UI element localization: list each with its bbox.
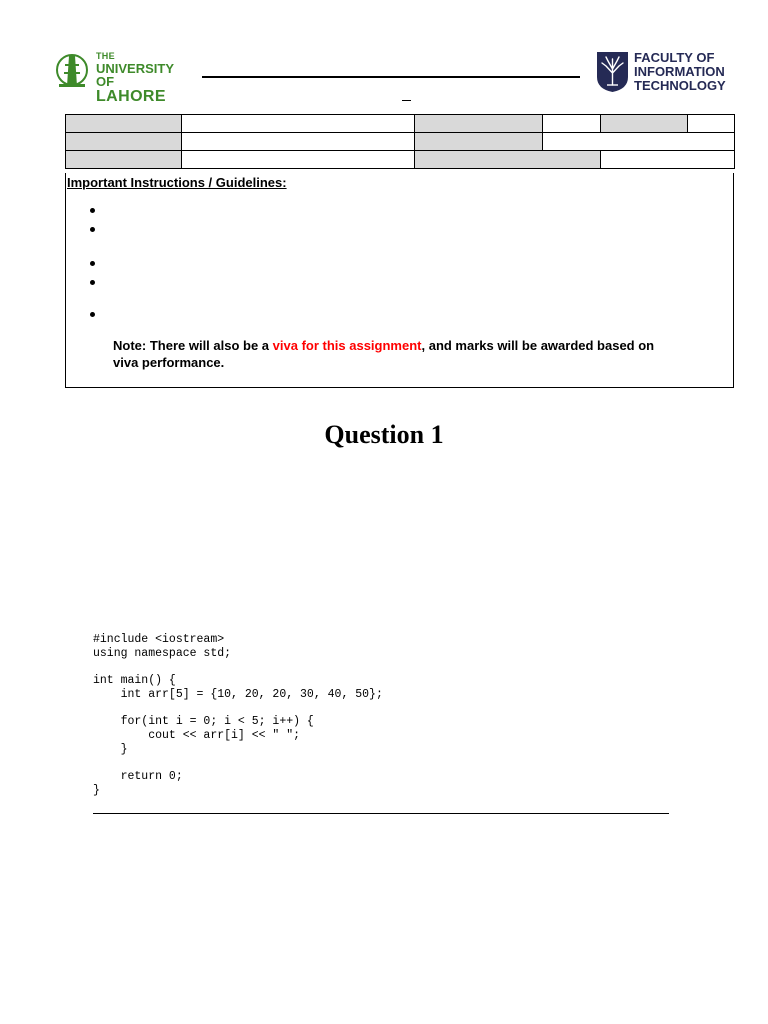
value-cell[interactable]	[543, 133, 735, 151]
code-line: using namespace std;	[93, 646, 232, 660]
label-cell	[66, 115, 182, 133]
logo-text-the: THE	[96, 51, 115, 61]
instructions-title: Important Instructions / Guidelines:	[67, 175, 287, 190]
label-cell	[601, 115, 688, 133]
value-cell[interactable]	[543, 115, 601, 133]
label-cell	[415, 115, 543, 133]
logo-text-technology: TECHNOLOGY	[634, 78, 726, 93]
bullet-icon	[90, 261, 95, 266]
code-line: }	[93, 783, 100, 797]
question-title: Question 1	[324, 420, 444, 449]
label-cell	[415, 133, 543, 151]
logo-text-university-of: UNIVERSITY OF	[96, 61, 174, 89]
note-text-end: , and marks will be awarded based on viva performance.	[113, 338, 655, 370]
instructions-box	[65, 173, 734, 388]
logo-text-faculty-of: FACULTY OF	[634, 50, 715, 65]
table-row	[66, 151, 735, 169]
logo-text-information: INFORMATION	[634, 64, 725, 79]
value-cell[interactable]	[182, 115, 415, 133]
header-subtitle-dash	[402, 100, 411, 101]
bullet-icon	[90, 280, 95, 285]
bullet-icon	[90, 208, 95, 213]
viva-note	[113, 337, 673, 371]
code-line: #include <iostream>	[93, 633, 225, 646]
code-block	[93, 633, 383, 797]
value-cell[interactable]	[601, 151, 735, 169]
value-cell[interactable]	[182, 133, 415, 151]
table-row	[66, 133, 735, 151]
faculty-logo	[596, 51, 736, 95]
university-logo	[55, 50, 195, 105]
bullet-icon	[90, 312, 95, 317]
minar-emblem-icon	[55, 50, 91, 90]
note-highlight: viva for this assignment	[272, 338, 422, 353]
bullet-icon	[90, 227, 95, 232]
tree-shield-icon	[596, 51, 629, 93]
code-line: int main() {	[93, 674, 176, 688]
code-line: return 0;	[93, 770, 183, 784]
answer-line	[93, 813, 669, 814]
student-info-table	[65, 114, 735, 169]
label-cell	[415, 151, 601, 169]
label-cell	[66, 133, 182, 151]
value-cell[interactable]	[688, 115, 735, 133]
value-cell[interactable]	[182, 151, 415, 169]
table-row	[66, 115, 735, 133]
note-text: Note: There will also be a	[113, 338, 273, 353]
code-line: for(int i = 0; i < 5; i++) {	[93, 715, 314, 729]
label-cell	[66, 151, 182, 169]
logo-text-lahore: LAHORE	[96, 88, 166, 105]
code-line: cout << arr[i] << " ";	[93, 728, 301, 742]
code-line: int arr[5] = {10, 20, 20, 30, 40, 50};	[93, 687, 383, 701]
code-line: }	[93, 742, 128, 756]
header-title-line	[202, 76, 580, 78]
